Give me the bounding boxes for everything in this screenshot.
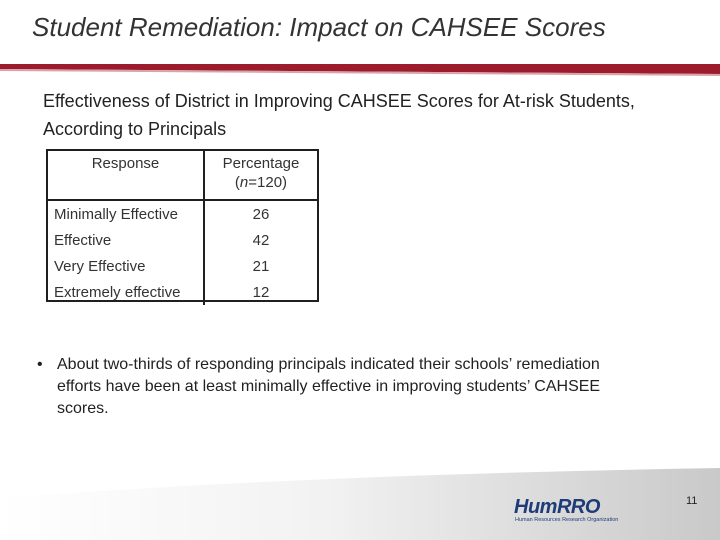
header-percentage <box>204 151 317 200</box>
logo-wordmark: HumRRO <box>514 496 600 518</box>
table-row <box>48 200 317 227</box>
header-n-open: ( <box>234 174 240 191</box>
humrro-logo <box>514 496 619 526</box>
table-row <box>48 227 317 253</box>
table-row <box>48 279 317 305</box>
bullet-text: About two-thirds of responding principals indicated their schools’ remediation efforts have been at least minimally effective in improving students’ CAHSEE scores. <box>57 356 601 417</box>
row-percentage: 12 <box>252 283 270 301</box>
row-response: Minimally Effective <box>48 200 204 227</box>
effectiveness-table <box>46 149 319 302</box>
slide-title: Student Remediation: Impact on CAHSEE Scores <box>32 12 606 42</box>
header-percentage-label: Percentage <box>222 155 300 172</box>
logo-tagline: Human Resources Research Organization <box>515 517 619 523</box>
header-response: Response <box>48 151 204 200</box>
header-n-var: n <box>239 174 249 191</box>
row-percentage: 21 <box>252 257 270 275</box>
page-number: 11 <box>686 495 698 507</box>
table-row <box>48 253 317 279</box>
table-caption: Effectiveness of District in Improving CAHSEE Scores for At-risk Students, According to Principals <box>43 91 635 139</box>
row-response: Effective <box>48 227 204 253</box>
row-percentage: 42 <box>252 231 270 249</box>
header-n-rest: =120) <box>248 174 288 191</box>
row-percentage: 26 <box>252 205 270 223</box>
title-accent-rule <box>0 60 720 80</box>
bullet-marker: • <box>37 356 43 373</box>
summary-bullet <box>37 354 637 420</box>
row-response: Very Effective <box>48 253 204 279</box>
row-response: Extremely effective <box>48 279 204 305</box>
